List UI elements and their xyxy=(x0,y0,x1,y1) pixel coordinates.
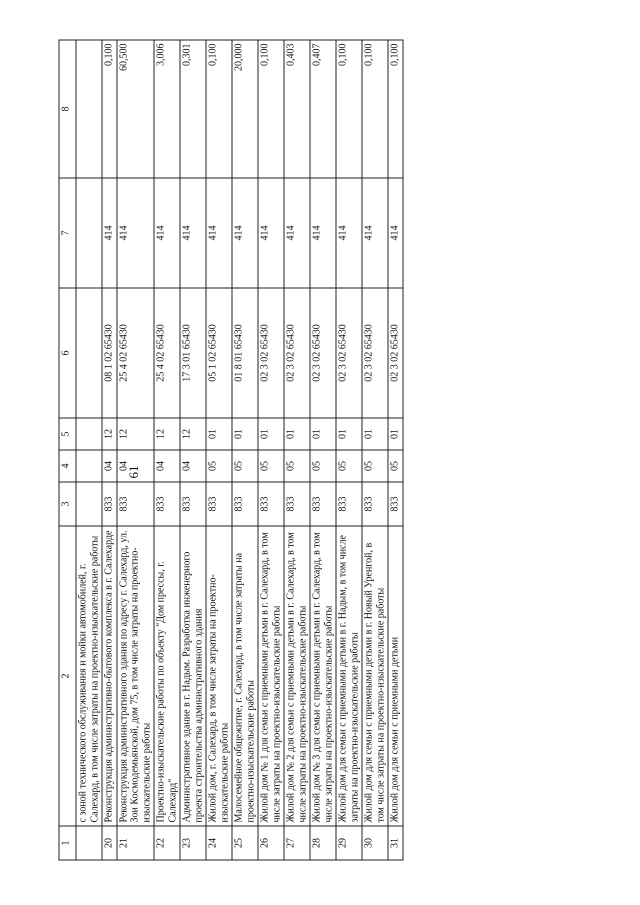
code-ministry-cell: 833 xyxy=(102,482,117,526)
object-name-cell: Административное здание в г. Надым. Разработка инженерного проекта строительства административного здания xyxy=(180,526,206,826)
row-number-cell: 24 xyxy=(206,826,232,860)
table-row xyxy=(102,40,117,860)
code-target-cell: 02 3 02 65430 xyxy=(362,288,388,418)
code-target-cell: 17 3 01 65430 xyxy=(180,288,206,418)
code-target-cell: 01 8 01 65430 xyxy=(232,288,258,418)
code-section-cell: 04 xyxy=(116,450,154,482)
code-section-cell: 05 xyxy=(336,450,362,482)
header-col-3: 3 xyxy=(59,482,76,526)
code-expense-type-cell: 414 xyxy=(154,178,180,288)
row-number-cell: 23 xyxy=(180,826,206,860)
table-row xyxy=(310,40,336,860)
row-number-cell: 27 xyxy=(284,826,310,860)
code-section-cell: 04 xyxy=(180,450,206,482)
code-subsection-cell: 01 xyxy=(258,418,284,450)
amount-cell: 3,006 xyxy=(154,40,180,178)
amount-cell: 0,100 xyxy=(388,40,403,178)
table-row xyxy=(362,40,388,860)
code-subsection-cell: 01 xyxy=(284,418,310,450)
amount-cell: 0,100 xyxy=(258,40,284,178)
amount-cell: 20,000 xyxy=(232,40,258,178)
table-row xyxy=(154,40,180,860)
amount-cell xyxy=(76,40,102,178)
code-ministry-cell: 833 xyxy=(154,482,180,526)
code-expense-type-cell: 414 xyxy=(206,178,232,288)
code-subsection-cell: 12 xyxy=(180,418,206,450)
object-name-cell: Реконструкция административного здания по адресу г. Салехард, ул. Зои Космодемьянской, дом 75, в том числе затраты на проектно-изыскательские работы xyxy=(116,526,154,826)
table-row xyxy=(388,40,403,860)
code-ministry-cell: 833 xyxy=(180,482,206,526)
row-number-cell: 30 xyxy=(362,826,388,860)
code-expense-type-cell: 414 xyxy=(102,178,117,288)
budget-table xyxy=(58,39,403,860)
code-target-cell: 05 1 02 65430 xyxy=(206,288,232,418)
code-ministry-cell: 833 xyxy=(336,482,362,526)
amount-cell: 60,500 xyxy=(116,40,154,178)
header-col-2: 2 xyxy=(59,526,76,826)
code-section-cell: 05 xyxy=(362,450,388,482)
code-section-cell: 05 xyxy=(258,450,284,482)
code-expense-type-cell: 414 xyxy=(388,178,403,288)
code-ministry-cell: 833 xyxy=(388,482,403,526)
code-target-cell: 02 3 02 65430 xyxy=(258,288,284,418)
header-row xyxy=(59,40,76,860)
page-number: 61 xyxy=(126,465,141,479)
object-name-cell: Жилой дом для семьи с приемными детьми в г. Надым, в том числе затраты на проектно-изыскательские работы xyxy=(336,526,362,826)
code-target-cell: 02 3 02 65430 xyxy=(310,288,336,418)
header-col-5: 5 xyxy=(59,418,76,450)
object-name-cell: Реконструкция административно-бытового комплекса в г. Салехарде xyxy=(102,526,117,826)
row-number-cell: 21 xyxy=(116,826,154,860)
code-subsection-cell: 01 xyxy=(232,418,258,450)
object-name-cell: Жилой дом № 3 для семьи с приемными детьми в г. Салехард, в том числе затраты на проектно-изыскательские работы xyxy=(310,526,336,826)
header-col-8: 8 xyxy=(59,40,76,178)
amount-cell: 0,100 xyxy=(102,40,117,178)
code-ministry-cell xyxy=(76,482,102,526)
code-target-cell: 08 1 02 65430 xyxy=(102,288,117,418)
code-expense-type-cell: 414 xyxy=(284,178,310,288)
object-name-cell: Жилой дом для семьи с приемными детьми в г. Новый Уренгой, в том числе затраты на проектно-изыскательские работы xyxy=(362,526,388,826)
code-target-cell: 02 3 02 65430 xyxy=(284,288,310,418)
row-number-cell: 25 xyxy=(232,826,258,860)
code-target-cell: 25 4 02 65430 xyxy=(116,288,154,418)
code-ministry-cell: 833 xyxy=(232,482,258,526)
code-section-cell: 04 xyxy=(154,450,180,482)
code-expense-type-cell: 414 xyxy=(362,178,388,288)
code-ministry-cell: 833 xyxy=(258,482,284,526)
row-number-cell: 20 xyxy=(102,826,117,860)
code-ministry-cell: 833 xyxy=(284,482,310,526)
table-row xyxy=(116,40,154,860)
code-subsection-cell: 01 xyxy=(206,418,232,450)
code-section-cell xyxy=(76,450,102,482)
code-section-cell: 04 xyxy=(102,450,117,482)
code-target-cell xyxy=(76,288,102,418)
code-expense-type-cell: 414 xyxy=(180,178,206,288)
code-section-cell: 05 xyxy=(284,450,310,482)
code-subsection-cell: 12 xyxy=(154,418,180,450)
object-name-cell: с зоной технического обслуживания и мойки автомобилей, г. Салехард, в том числе затраты на проектно-изыскательские работы xyxy=(76,526,102,826)
code-subsection-cell: 01 xyxy=(336,418,362,450)
header-col-4: 4 xyxy=(59,450,76,482)
code-target-cell: 02 3 02 65430 xyxy=(336,288,362,418)
code-expense-type-cell: 414 xyxy=(232,178,258,288)
amount-cell: 0,403 xyxy=(284,40,310,178)
table-row xyxy=(232,40,258,860)
table-row xyxy=(258,40,284,860)
header-col-6: 6 xyxy=(59,288,76,418)
code-expense-type-cell xyxy=(76,178,102,288)
code-target-cell: 02 3 02 65430 xyxy=(388,288,403,418)
row-number-cell: 26 xyxy=(258,826,284,860)
object-name-cell: Жилой дом № 2 для семьи с приемными детьми в г. Салехард, в том числе затраты на проектно-изыскательские работы xyxy=(284,526,310,826)
table-row xyxy=(284,40,310,860)
table-row xyxy=(336,40,362,860)
object-name-cell: Жилой дом для семьи с приемными детьми xyxy=(388,526,403,826)
code-target-cell: 25 4 02 65430 xyxy=(154,288,180,418)
row-number-cell: 29 xyxy=(336,826,362,860)
code-section-cell: 05 xyxy=(310,450,336,482)
code-expense-type-cell: 414 xyxy=(336,178,362,288)
row-number-cell: 31 xyxy=(388,826,403,860)
code-ministry-cell: 833 xyxy=(310,482,336,526)
object-name-cell: Жилой дом, г. Салехард, в том числе затраты на проектно-изыскательские работы xyxy=(206,526,232,826)
amount-cell: 0,301 xyxy=(180,40,206,178)
code-section-cell: 05 xyxy=(206,450,232,482)
code-subsection-cell: 01 xyxy=(388,418,403,450)
code-section-cell: 05 xyxy=(388,450,403,482)
code-expense-type-cell: 414 xyxy=(258,178,284,288)
table-row xyxy=(180,40,206,860)
row-number-cell: 22 xyxy=(154,826,180,860)
amount-cell: 0,407 xyxy=(310,40,336,178)
code-section-cell: 05 xyxy=(232,450,258,482)
row-number-cell xyxy=(76,826,102,860)
code-subsection-cell: 01 xyxy=(362,418,388,450)
code-ministry-cell: 833 xyxy=(362,482,388,526)
code-subsection-cell xyxy=(76,418,102,450)
code-expense-type-cell: 414 xyxy=(310,178,336,288)
code-subsection-cell: 12 xyxy=(116,418,154,450)
object-name-cell: Жилой дом № 1 для семьи с приемными детьми в г. Салехард, в том числе затраты на проектно-изыскательские работы xyxy=(258,526,284,826)
budget-table-container xyxy=(58,40,573,860)
table-row xyxy=(206,40,232,860)
code-ministry-cell: 833 xyxy=(116,482,154,526)
code-subsection-cell: 01 xyxy=(310,418,336,450)
header-col-1: 1 xyxy=(59,826,76,860)
header-col-7: 7 xyxy=(59,178,76,288)
code-subsection-cell: 12 xyxy=(102,418,117,450)
table-body xyxy=(76,40,403,860)
object-name-cell: Проектно-изыскательские работы по объекту "Дом прессы, г. Салехард" xyxy=(154,526,180,826)
row-number-cell: 28 xyxy=(310,826,336,860)
amount-cell: 0,100 xyxy=(362,40,388,178)
amount-cell: 0,100 xyxy=(336,40,362,178)
code-ministry-cell: 833 xyxy=(206,482,232,526)
object-name-cell: Малосемейное общежитие, г. Салехард, в том числе затраты на проектно-изыскательские работы xyxy=(232,526,258,826)
amount-cell: 0,100 xyxy=(206,40,232,178)
code-expense-type-cell: 414 xyxy=(116,178,154,288)
table-row xyxy=(76,40,102,860)
